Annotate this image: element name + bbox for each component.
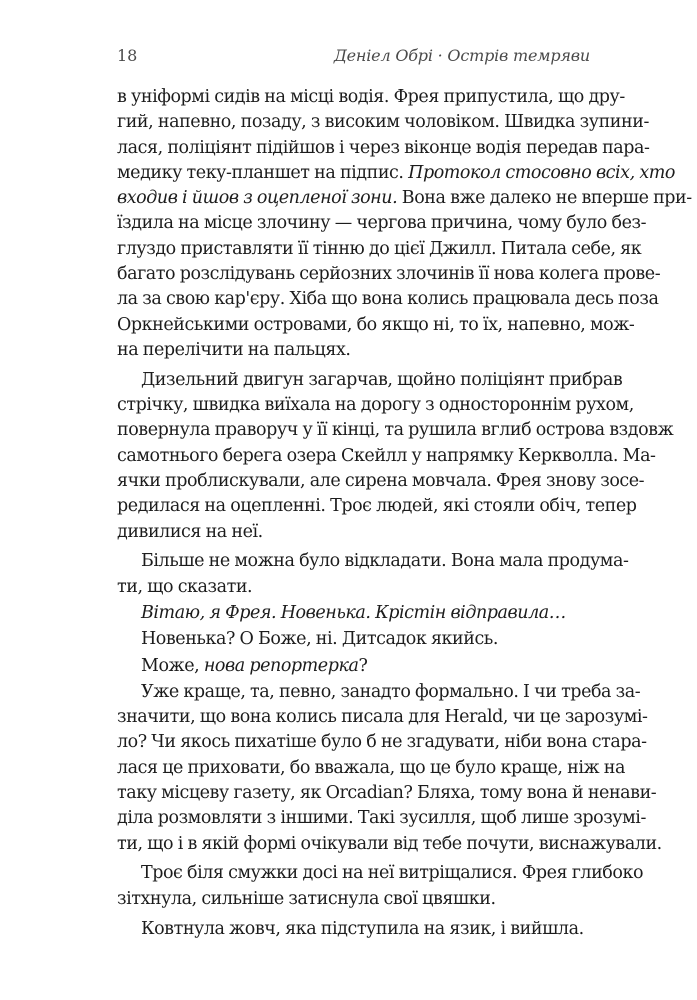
text-line: таку місцеву газету, як Orcadian? Бляха, тому вона й ненави- [117,783,657,804]
italic-text-run: Протокол стосовно всіх, хто [408,162,675,183]
text-line: самотнього берега озера Скейлл у напрямку Керкволла. Ма- [117,445,656,466]
text-line [117,186,692,211]
text-run: Може, [141,655,204,676]
paragraph-8 [117,861,644,912]
text-line [117,654,593,679]
italic-text-run: нова репортерка [203,655,359,676]
paragraph-3 [117,549,629,600]
paragraph-2 [117,368,674,545]
italic-text-run: Вітаю, я Фрея. Новенька. Крістін відправила… [141,602,566,623]
paragraph-6 [117,654,593,679]
text-run: Вона вже далеко не вперше при- [397,188,692,209]
text-line: Більше не можна було відкладати. Вона мала продума- [141,551,629,572]
text-line: Уже краще, та, певно, занадто формально. І чи треба за- [141,681,641,702]
text-line: Оркнейськими островами, бо якщо ні, то їх, напевно, мож- [117,314,635,335]
text-line: лася це приховати, бо вважала, що це було краще, ніж на [117,757,625,778]
text-line: їздила на місце злочину — чергова причина, чому було без- [117,213,647,234]
text-line: Новенька? О Боже, ні. Дитсадок якийсь. [141,629,499,650]
text-run: ? [358,655,368,676]
paragraph-5 [117,627,593,652]
text-line: в уніформі сидів на місці водія. Фрея припустила, що дру- [117,87,625,107]
text-line: Ковтнула жовч, яка підступила на язик, і вийшла. [141,918,584,939]
text-line: Троє біля смужки досі на неї витріщалися. Фрея глибоко [141,863,644,884]
page-number: 18 [117,46,138,65]
text-line: ячки проблискували, але сирена мовчала. Фрея знову зосе- [117,470,645,491]
text-line: Дизельний двигун загарчав, щойно поліціянт прибрав [141,369,623,390]
text-line [117,161,675,186]
text-line: редилася на оцепленні. Троє людей, які стояли обіч, тепер [117,496,637,517]
text-line: повернула праворуч у її кінці, та рушила вглиб острова вздовж [117,420,674,441]
text-line: діла розмовляти з іншими. Такі зусилля, щоб лише зрозумі- [117,808,646,829]
page-header [117,46,590,70]
running-head: Деніел Обрі · Острів темряви [333,46,590,65]
paragraph-7 [117,680,662,857]
text-line: ти, що і в якій формі очікували від тебе почути, виснажували. [117,833,662,854]
paragraph-9 [117,917,593,942]
text-line: ла за свою кар'єру. Хіба що вона колись працювала десь поза [117,289,659,310]
text-line: дивилися на неї. [117,521,263,542]
text-line: на перелічити на пальцях. [117,339,351,360]
text-line: лася, поліціянт підійшов і через віконце водія передав пара- [117,137,650,158]
text-line: стрічку, швидка виїхала на дорогу з одностороннім рухом, [117,395,634,416]
text-line [117,601,593,626]
text-line: значити, що вона колись писала для Herald, чи це зарозумі- [117,707,648,728]
paragraph-4 [117,601,593,626]
text-line: глуздо приставляти її тінню до цієї Джилл. Питала себе, як [117,238,642,259]
body-text [117,85,692,942]
text-run: медику теку-планшет на підпис. [117,162,409,183]
text-line: гий, напевно, позаду, з високим чоловіком. Швидка зупини- [117,112,649,133]
italic-text-run: входив і йшов з оцепленої зони. [117,188,398,209]
paragraph-1 [117,85,692,363]
text-line: ти, що сказати. [117,576,253,597]
text-line: ло? Чи якось пихатіше було б не згадувати, ніби вона стара- [117,732,647,753]
text-line: зітхнула, сильніше затиснула свої цвяшки. [117,888,496,909]
text-line: багато розслідувань серйозних злочинів її нова колега прове- [117,264,661,285]
